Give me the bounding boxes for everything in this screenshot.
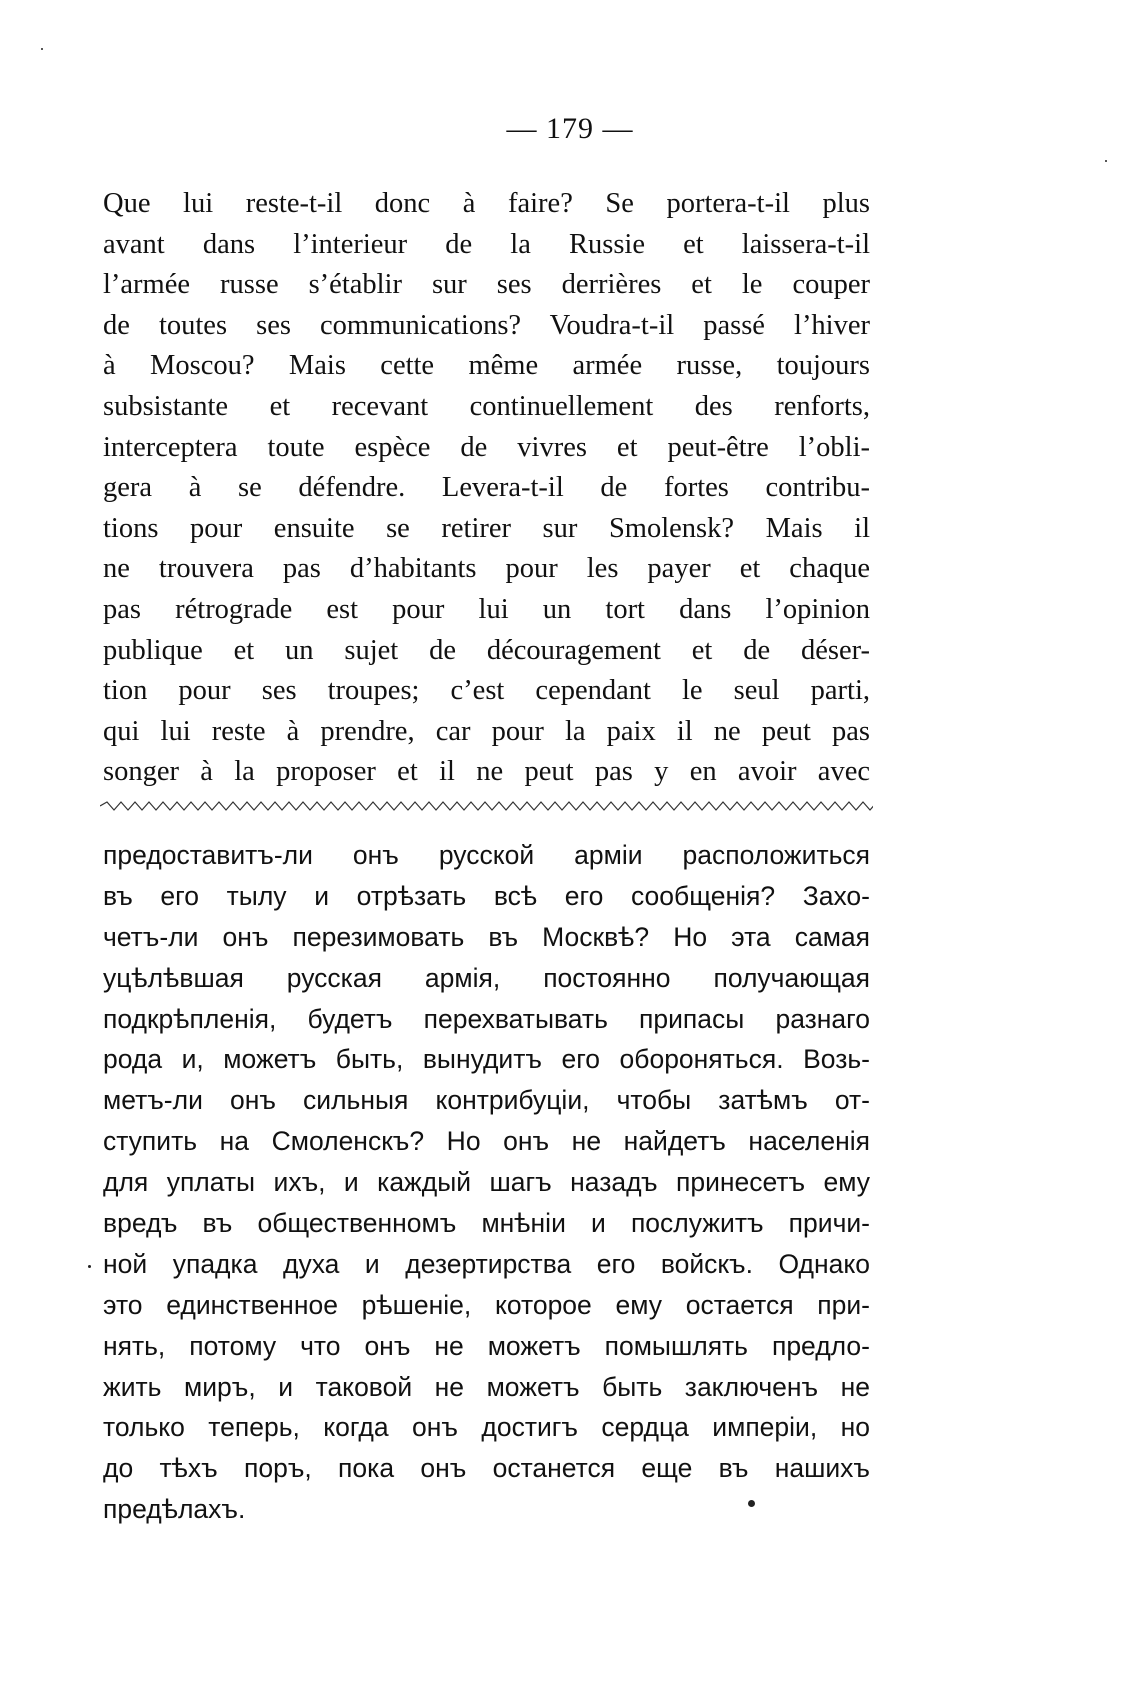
text-line: жить миръ, и таковой не можетъ быть заключенъ не (103, 1371, 870, 1402)
text-line: уцѣлѣвшая русская армія, постоянно получающая (103, 962, 870, 993)
text-line: въ его тылу и отрѣзать всѣ его сообщенія? Захо- (103, 880, 870, 911)
text-line: рода и, можетъ быть, вынудитъ его обороняться. Возь- (103, 1044, 870, 1075)
text-line: для уплаты ихъ, и каждый шагъ назадъ принесетъ ему (103, 1167, 870, 1198)
text-line: нять, потому что онъ не можетъ помышлять предло- (103, 1330, 870, 1361)
text-line: gera à se défendre. Levera-t-il de fortes contribu- (103, 472, 870, 504)
russian-text-block (103, 835, 870, 1530)
text-line: tion pour ses troupes; c’est cependant le seul parti, (103, 675, 870, 707)
scan-speck (41, 48, 43, 50)
wavy-divider (100, 800, 873, 812)
text-line: l’armée russe s’établir sur ses derrières et le couper (103, 269, 870, 301)
text-line: только теперь, когда онъ достигъ сердца имперіи, но (103, 1412, 870, 1443)
text-line: подкрѣпленія, будетъ перехватывать припасы разнаго (103, 1003, 870, 1034)
text-line: qui lui reste à prendre, car pour la paix il ne peut pas (103, 715, 870, 747)
text-line: ной упадка духа и дезертирства его войскъ. Однако (103, 1248, 870, 1279)
page-number: — 179 — (506, 112, 634, 145)
text-line: предоставитъ-ли онъ русской арміи расположиться (103, 840, 870, 870)
french-text-block (103, 184, 870, 793)
text-line: publique et un sujet de découragement et de déser- (103, 634, 870, 666)
scan-speck (88, 1265, 91, 1268)
text-line: songer à la proposer et il ne peut pas y en avoir avec (103, 756, 870, 788)
text-line: interceptera toute espèce de vivres et peut-être l’obli- (103, 431, 870, 463)
scan-speck (748, 1500, 755, 1507)
text-line: вредъ въ общественномъ мнѣніи и послужитъ причи- (103, 1208, 870, 1239)
text-line: à Moscou? Mais cette même armée russe, toujours (103, 350, 870, 382)
text-line: tions pour ensuite se retirer sur Smolensk? Mais il (103, 512, 870, 544)
text-line: de toutes ses communications? Voudra-t-il passé l’hiver (103, 309, 870, 341)
text-line: ступить на Смоленскъ? Но онъ не найдетъ населенія (103, 1126, 870, 1157)
text-line: предѣлахъ. (103, 1494, 246, 1525)
text-line: четъ-ли онъ перезимовать въ Москвѣ? Но эта самая (103, 921, 870, 952)
text-line: avant dans l’interieur de la Russie et laissera-t-il (103, 228, 870, 260)
text-line: до тѣхъ поръ, пока онъ останется еще въ нашихъ (103, 1453, 870, 1484)
text-line: метъ-ли онъ сильныя контрибуціи, чтобы затѣмъ от- (103, 1085, 870, 1116)
text-line: Que lui reste-t-il donc à faire? Se portera-t-il plus (103, 188, 870, 219)
text-line: subsistante et recevant continuellement des renforts, (103, 390, 870, 422)
text-line: pas rétrograde est pour lui un tort dans l’opinion (103, 593, 870, 625)
text-line: ne trouvera pas d’habitants pour les payer et chaque (103, 553, 870, 585)
text-line: это единственное рѣшеніе, которое ему остается при- (103, 1289, 870, 1320)
scan-speck (1105, 160, 1107, 162)
